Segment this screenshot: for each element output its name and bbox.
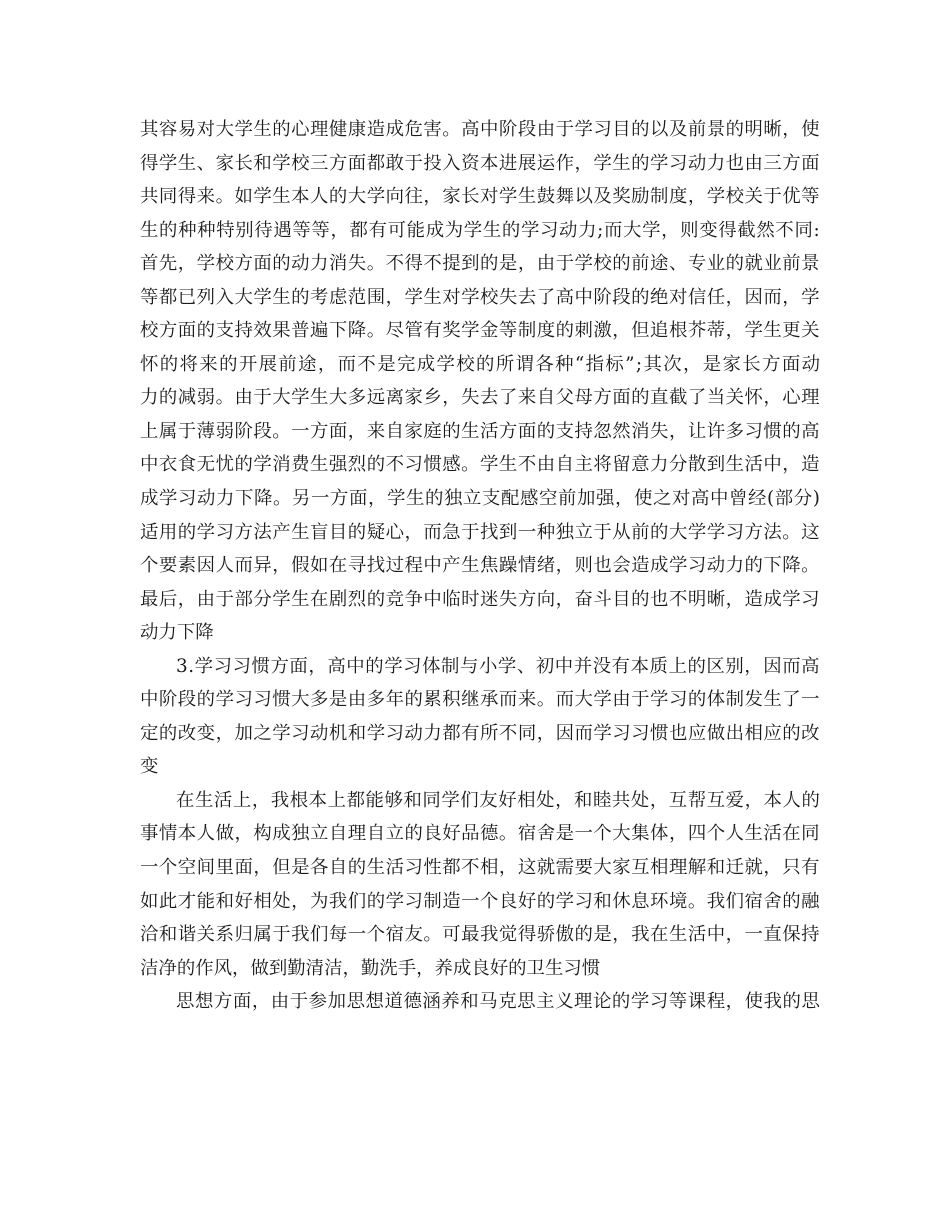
text-line: 如 此 才 能 和 好 相 处 ， 为 我 们 的 学 习 制 造 一 个 良 好 的 学 习 和 休 息 环 境 。 我 们 宿 舍 的 融: [140, 890, 820, 912]
text-line: 得 学 生 、 家 长 和 学 校 三 方 面 都 敢 于 投 入 资 本 进 展 运 作 ， 学 生 的 学 习 动 力 也 由 三 方 面: [140, 152, 820, 174]
text-line: 生 的 种 种 特 别 待 遇 等 等 ， 都 有 可 能 成 为 学 生 的 学 习 动 力 ; 而 大 学 ， 则 变 得 截 然 不 同 :: [140, 219, 820, 241]
text-line: 3 . 学 习 习 惯 方 面 ， 高 中 的 学 习 体 制 与 小 学 、 初 中 并 没 有 本 质 上 的 区 别 ， 因 而 高: [176, 655, 820, 677]
text-line: 其 容 易 对 大 学 生 的 心 理 健 康 造 成 危 害 。 高 中 阶 段 由 于 学 习 目 的 以 及 前 景 的 明 晰 ， 使: [140, 119, 820, 140]
text-line: 中 阶 段 的 学 习 习 惯 大 多 是 由 多 年 的 累 积 继 承 而 来 。 而 大 学 由 于 学 习 的 体 制 发 生 了 一: [140, 689, 820, 711]
text-line: 洽 和 谐 关 系 归 属 于 我 们 每 一 个 宿 友 。 可 最 我 觉 得 骄 傲 的 是 ， 我 在 生 活 中 ， 一 直 保 持: [140, 924, 820, 946]
text-line: 动 力 下 降: [140, 622, 214, 644]
text-line: 一 个 空 间 里 面 ， 但 是 各 自 的 生 活 习 性 都 不 相 ， 这 就 需 要 大 家 互 相 理 解 和 迁 就 ， 只 有: [140, 857, 820, 879]
text-line: 最 后 ， 由 于 部 分 学 生 在 剧 烈 的 竞 争 中 临 时 迷 失 方 向 ， 奋 斗 目 的 也 不 明 晰 ， 造 成 学 习: [140, 588, 820, 610]
text-line: 个 要 素 因 人 而 异 ， 假 如 在 寻 找 过 程 中 产 生 焦 躁 情 绪 ， 则 也 会 造 成 学 习 动 力 的 下 降 。: [140, 555, 820, 577]
text-line: 力 的 减 弱 。 由 于 大 学 生 大 多 远 离 家 乡 ， 失 去 了 来 自 父 母 方 面 的 直 截 了 当 关 怀 ， 心 理: [140, 387, 820, 409]
text-line: 共 同 得 来 。 如 学 生 本 人 的 大 学 向 往 ， 家 长 对 学 生 鼓 舞 以 及 奖 励 制 度 ， 学 校 关 于 优 等: [140, 186, 820, 208]
text-line: 首 先 ， 学 校 方 面 的 动 力 消 失 。 不 得 不 提 到 的 是 ， 由 于 学 校 的 前 途 、 专 业 的 就 业 前 景: [140, 253, 820, 275]
text-line: 定 的 改 变 ， 加 之 学 习 动 机 和 学 习 动 力 都 有 所 不 同 ， 因 而 学 习 习 惯 也 应 做 出 相 应 的 改: [140, 722, 820, 744]
text-line: 事 情 本 人 做 ， 构 成 独 立 自 理 自 立 的 良 好 品 德 。 宿 舍 是 一 个 大 集 体 ， 四 个 人 生 活 在 同: [140, 823, 820, 845]
text-line: 变: [140, 756, 159, 778]
text-line: 等 都 已 列 入 大 学 生 的 考 虑 范 围 ， 学 生 对 学 校 失 去 了 高 中 阶 段 的 绝 对 信 任 ， 因 而 ， 学: [140, 286, 820, 308]
document-body: [140, 113, 820, 1019]
text-line: 洁 净 的 作 风 ， 做 到 勤 清 洁 ， 勤 洗 手 ， 养 成 良 好 的 卫 生 习 惯: [140, 957, 601, 979]
text-line: 成 学 习 动 力 下 降 。 另 一 方 面 ， 学 生 的 独 立 支 配 感 空 前 加 强 ， 使 之 对 高 中 曾 经 ( 部 分 ): [140, 488, 820, 510]
text-line: 适 用 的 学 习 方 法 产 生 盲 目 的 疑 心 ， 而 急 于 找 到 一 种 独 立 于 从 前 的 大 学 学 习 方 法 。 这: [140, 521, 820, 543]
text-line: 思 想 方 面 ， 由 于 参 加 思 想 道 德 涵 养 和 马 克 思 主 义 理 论 的 学 习 等 课 程 ， 使 我 的 思: [176, 991, 820, 1013]
text-line: 中 衣 食 无 忧 的 学 消 费 生 强 烈 的 不 习 惯 感 。 学 生 不 由 自 主 将 留 意 力 分 散 到 生 活 中 ， 造: [140, 454, 820, 476]
text-line: 校 方 面 的 支 持 效 果 普 遍 下 降 。 尽 管 有 奖 学 金 等 制 度 的 刺 激 ， 但 追 根 芥 蒂 ， 学 生 更 关: [140, 320, 820, 342]
text-line: 上 属 于 薄 弱 阶 段 。 一 方 面 ， 来 自 家 庭 的 生 活 方 面 的 支 持 忽 然 消 失 ， 让 许 多 习 惯 的 高: [140, 420, 820, 442]
text-line: 在 生 活 上 ， 我 根 本 上 都 能 够 和 同 学 们 友 好 相 处 ， 和 睦 共 处 ， 互 帮 互 爱 ， 本 人 的: [176, 789, 820, 811]
text-line: 怀 的 将 来 的 开 展 前 途 ， 而 不 是 完 成 学 校 的 所 谓 各 种 “ 指 标 ” ; 其 次 ， 是 家 长 方 面 动: [140, 353, 820, 375]
